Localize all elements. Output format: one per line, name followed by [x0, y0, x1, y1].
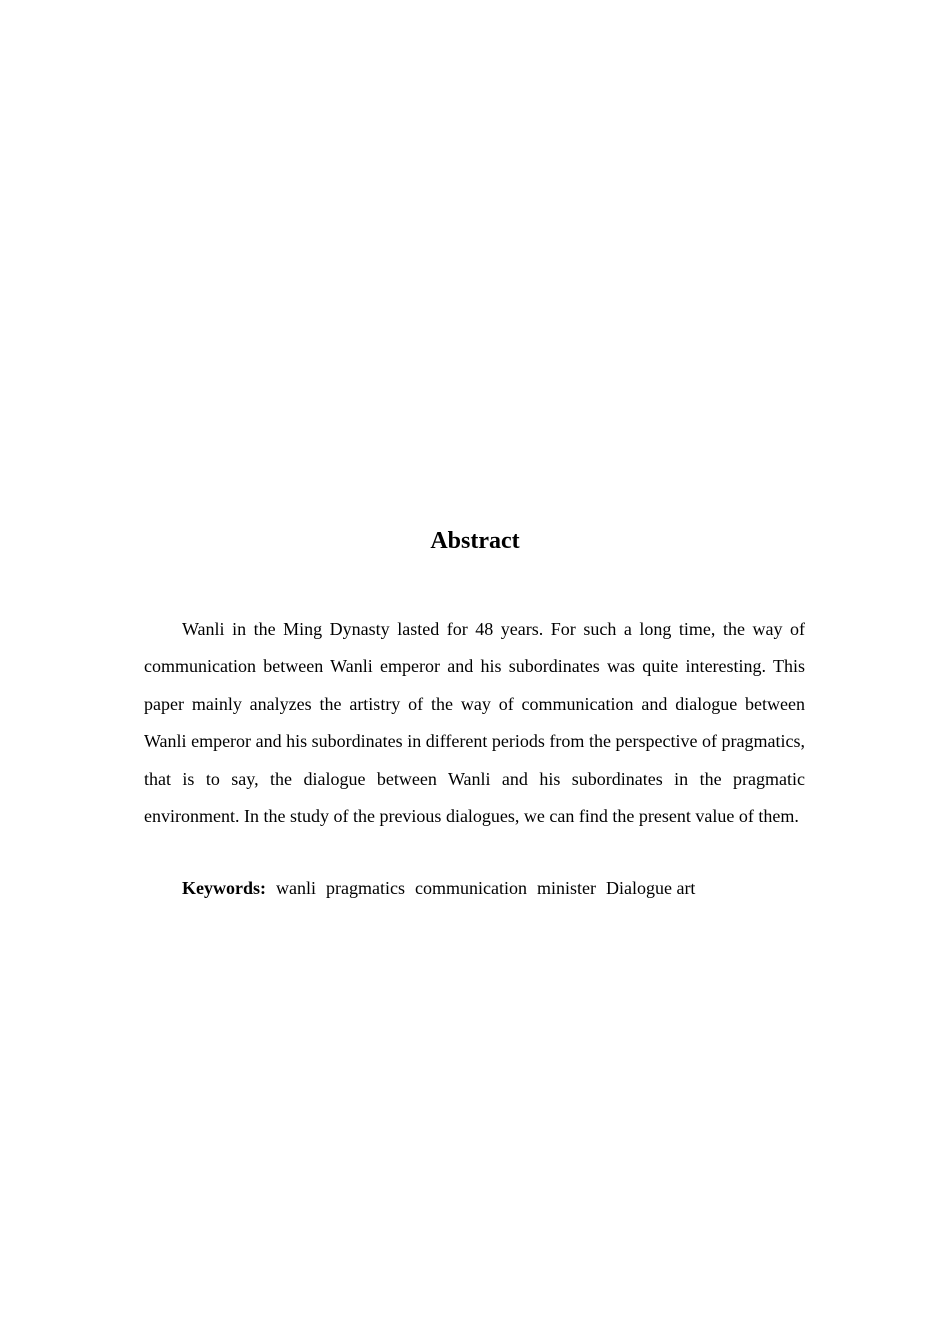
keyword-item: communication	[414, 878, 527, 898]
keyword-item: pragmatics	[326, 878, 405, 898]
keyword-item: minister	[536, 878, 596, 898]
abstract-body: Wanli in the Ming Dynasty lasted for 48 years. For such a long time, the way of communication between Wanli emperor and his subordinates was quite interesting. This paper mainly analyzes the artistry of the way of communication and dialogue between Wanli emperor and his subordinates in different periods from the perspective of pragmatics, that is to say, the dialogue between Wanli and his subordinates in the pragmatic environment. In the study of the previous dialogues, we can find the present value of them.	[144, 619, 805, 827]
keywords-line	[182, 873, 805, 903]
keyword-item: Dialogue art	[605, 878, 696, 898]
abstract-title: Abstract	[430, 528, 520, 554]
keyword-item: wanli	[276, 878, 316, 898]
keywords-label: Keywords:	[182, 878, 266, 898]
